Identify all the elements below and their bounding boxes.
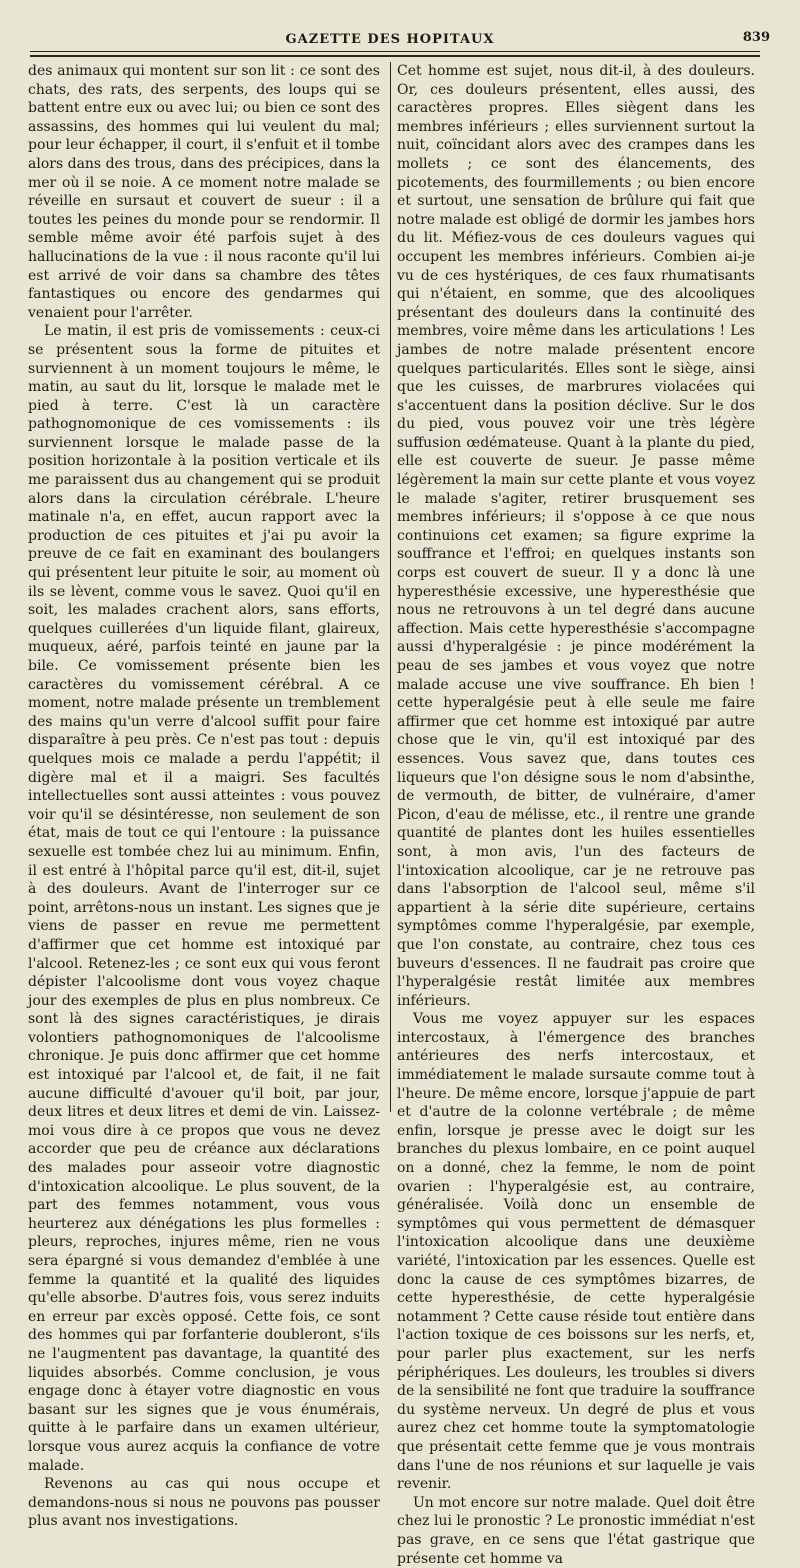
paragraph: Le matin, il est pris de vomissements : ceux-ci se présentent sous la forme de pituites et surviennent à un moment toujours le même, le matin, au saut du lit, lorsque le malade met le pied à terre. C'est là un caractère pathognomonique de ces vomissements : ils surviennent lorsque le malade passe de la position horizontale à la position verticale et ils me paraissent dus au changement qui se produit alors dans la circulation cérébrale. L'heure matinale n'a, en effet, aucun rapport avec la production de ces pituites et j'ai pu avoir la preuve de ce fait en examinant des boulangers qui présentent leur pituite le soir, au moment où ils se lèvent, comme vous le savez. Quoi qu'il en soit, les malades crachent alors, sans efforts, quelques cuillerées d'un liquide filant, glaireux, muqueux, aéré, parfois teinté en jaune par la bile. Ce vomissement présente bien les caractères du vomissement cérébral. A ce moment, notre malade présente un tremblement des mains qu'un verre d'alcool suffit pour faire disparaître à peu près. Ce n'est pas tout : depuis quelques mois ce malade a perdu l'appétit; il digère mal et il a maigri. Ses facultés intellectuelles sont aussi atteintes : vous pouvez voir qu'il se désintéresse, non seulement de son état, mais de tout ce qui l'entoure : la puissance sexuelle est tombée chez lui au minimum. Enfin, il est entré à l'hôpital parce qu'il est, dit-il, sujet à des douleurs. Avant de l'interroger sur ce point, arrêtons-nous un instant. Les signes que je viens de passer en revue me permettent d'affirmer que cet homme est intoxiqué par l'alcool. Retenez-les ; ce sont eux qui vous feront dépister l'alcoolisme dont vous voyez chaque jour des exemples de plus en plus nombreux. Ce sont là des signes caractéristiques, je dirais volontiers pathognomoniques de l'alcoolisme chronique. Je puis donc affirmer que cet homme est intoxiqué par l'alcool et, de fait, il ne fait aucune difficulté d'avouer qu'il boit, par jour, deux litres et deux litres et demi de vin. Laissez-moi vous dire à ce propos que vous ne devez accorder que peu de créance aux déclarations des malades pour asseoir votre diagnostic d'intoxication alcoolique. Le plus souvent, de la part des femmes notamment, vous vous heurterez aux dénégations les plus formelles : pleurs, reproches, injures même, rien ne vous sera épargné si vous demandez d'emblée à une femme la quantité et la qualité des liquides qu'elle absorbe. D'autres fois, vous serez induits en erreur par excès opposé. Cette fois, ce sont des hommes qui par forfanterie doubleront, s'ils ne l'augmentent pas davantage, la quantité des liquides absorbés. Comme conclusion, je vous engage donc à étayer votre diagnostic en vous basant sur les signes que je vous énumérais, quitte à le parfaire dans un examen ultérieur, lorsque vous aurez acquis la confiance de votre malade. xyxy=(28,323,380,1474)
column-divider xyxy=(390,62,391,1112)
paragraph: des animaux qui montent sur son lit : ce sont des chats, des rats, des serpents, des loups qui se battent entre eux ou avec lui; ou bien ce sont des assassins, des hommes qui lui veulent du mal; pour leur échapper, il court, il s'enfuit et il tombe alors dans des trous, dans des précipices, dans la mer où il se noie. A ce moment notre malade se réveille en sursaut et couvert de sueur : il a toutes les peines du monde pour se rendormir. Il semble même avoir été parfois sujet à des hallucinations de la vue : il nous raconte qu'il lui est arrivé de voir dans sa chambre des têtes fantastiques ou encore des gendarmes qui venaient pour l'arrêter. xyxy=(28,63,380,321)
running-title: GAZETTE DES HOPITAUX xyxy=(285,32,495,47)
paragraph: Vous me voyez appuyer sur les espaces intercostaux, à l'émergence des branches antérieures des nerfs intercostaux, et immédiatement le malade sursaute comme tout à l'heure. De même encore, lorsque j'appuie de part et d'autre de la colonne vertébrale ; de même enfin, lorsque je presse avec le doigt sur les branches du plexus lombaire, en ce point auquel on a donné, chez la femme, le nom de point ovarien : l'hyperalgésie est, au contraire, généralisée. Voilà donc un ensemble de symptômes qui vous permettent de démasquer l'intoxication alcoolique dans une deuxième variété, l'intoxication par les essences. Quelle est donc la cause de ces symptômes bizarres, de cette hyperesthésie, de cette hyperalgésie notamment ? Cette cause réside tout entière dans l'action toxique de ces boissons sur les nerfs, et, pour parler plus exactement, sur les nerfs périphériques. Les douleurs, les troubles si divers de la sensibilité ne font que traduire la souffrance du système nerveux. Un degré de plus et vous aurez chez cet homme toute la symptomatologie que présentait cette femme que je vous montrais dans l'une de nos réunions et sur laquelle je vais revenir. xyxy=(397,1011,755,1493)
paragraph: Un mot encore sur notre malade. Quel doit être chez lui le pronostic ? Le pronostic immédiat n'est pas grave, en ce sens que l'état gastrique que présente cet homme va xyxy=(397,1494,755,1567)
header-rule xyxy=(30,51,760,52)
page-header xyxy=(30,20,770,50)
paragraph: Revenons au cas qui nous occupe et demandons-nous si nous ne pouvons pas pousser plus avant nos investigations. xyxy=(28,1476,380,1530)
paragraph: Cet homme est sujet, nous dit-il, à des douleurs. Or, ces douleurs présentent, elles aussi, des caractères propres. Elles siègent dans les membres inférieurs ; elles surviennent surtout la nuit, coïncidant alors avec des crampes dans les mollets ; ce sont des élancements, des picotements, des fourmillements ; ou bien encore et surtout, une sensation de brûlure qui fait que notre malade est obligé de dormir les jambes hors du lit. Méfiez-vous de ces douleurs vagues qui occupent les membres inférieurs. Combien ai-je vu de ces hystériques, de ces faux rhumatisants qui n'étaient, en somme, que des alcooliques présentant des douleurs dans la continuité des membres, voire même dans les articulations ! Les jambes de notre malade présentent encore quelques particularités. Elles sont le siège, ainsi que les cuisses, de marbrures violacées qui s'accentuent dans la position déclive. Sur le dos du pied, vous pouvez voir une très légère suffusion œdémateuse. Quant à la plante du pied, elle est couverte de sueur. Je passe même légèrement la main sur cette plante et vous voyez le malade s'agiter, retirer brusquement ses membres inférieurs; il s'oppose à ce que nous continuions cet examen; sa figure exprime la souffrance et l'effroi; en quelques instants son corps est couvert de sueur. Il y a donc là une hyperesthésie excessive, une hyperesthésie que nous ne retrouvons à un tel degré dans aucune affection. Mais cette hyperesthésie s'accompagne aussi d'hyperalgésie : je pince modérément la peau de ses jambes et vous voyez que notre malade accuse une vive souffrance. Eh bien ! cette hyperalgésie peut à elle seule me faire affirmer que cet homme est intoxiqué par autre chose que le vin, qu'il est intoxiqué par des essences. Vous savez que, dans toutes ces liqueurs que l'on désigne sous le nom d'absinthe, de vermouth, de bitter, de vulnéraire, d'amer Picon, d'eau de mélisse, etc., il rentre une grande quantité de plantes dont les huiles essentielles sont, à mon avis, l'un des facteurs de l'intoxication alcoolique, car je ne retrouve pas dans l'absorption de l'alcool seul, même s'il appartient à la série dite supérieure, certains symptômes comme l'hyperalgésie, par exemple, que l'on constate, au contraire, chez tous ces buveurs d'essences. Il ne faudrait pas croire que l'hyperalgésie restât limitée aux membres inférieurs. xyxy=(397,63,755,1009)
page-number: 839 xyxy=(742,30,770,45)
right-column xyxy=(397,62,755,1567)
header-rule-double xyxy=(30,55,760,57)
left-column xyxy=(28,62,380,1530)
